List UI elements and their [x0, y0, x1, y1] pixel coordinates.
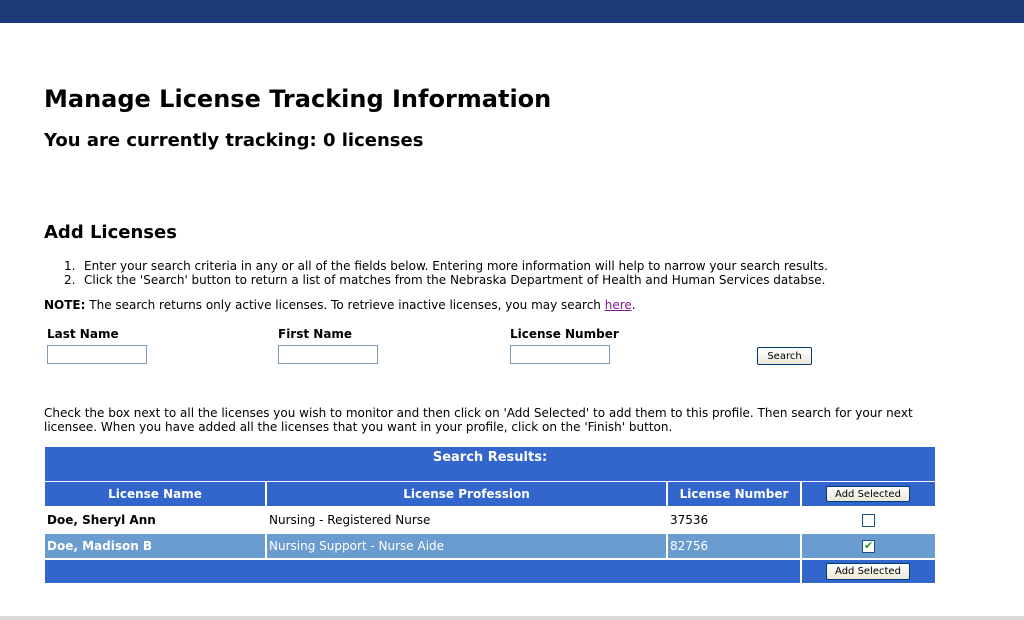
- top-banner: [0, 0, 1024, 23]
- table-row-1-number: 37536: [668, 508, 800, 532]
- license-number-input[interactable]: [510, 345, 610, 364]
- table-footer-bar: [45, 560, 800, 583]
- step-item: [64, 259, 828, 273]
- note-body: The search returns only active licenses. To retrieve inactive licenses, you may search: [85, 298, 605, 312]
- row-2-checkbox[interactable]: [862, 540, 875, 553]
- last-name-input[interactable]: [47, 345, 147, 364]
- table-row-1-select-cell: [802, 508, 935, 532]
- add-selected-button-bottom[interactable]: Add Selected: [826, 563, 910, 580]
- last-name-label: Last Name: [47, 327, 119, 341]
- instruction-steps: [64, 259, 828, 287]
- column-header-license-profession: License Profession: [267, 482, 666, 506]
- tracking-count: You are currently tracking: 0 licenses: [44, 130, 424, 151]
- table-row-1-profession: Nursing - Registered Nurse: [267, 508, 666, 532]
- note-label: NOTE:: [44, 298, 86, 312]
- column-header-add-selected: [802, 482, 935, 506]
- step-number: 1.: [64, 259, 76, 273]
- column-header-license-name: License Name: [45, 482, 265, 506]
- table-row-2-select-cell: [802, 534, 935, 558]
- step-text: Click the 'Search' button to return a list of matches from the Nebraska Department of Health and Human Services databse.: [84, 273, 826, 287]
- table-row-2-profession: Nursing Support - Nurse Aide: [267, 534, 666, 558]
- table-row-1-name: Doe, Sheryl Ann: [45, 508, 265, 532]
- note-text: [44, 298, 636, 312]
- inactive-search-link[interactable]: here: [604, 298, 632, 312]
- page-title: Manage License Tracking Information: [44, 85, 552, 113]
- search-button[interactable]: Search: [757, 347, 812, 365]
- table-row-2-name: Doe, Madison B: [45, 534, 265, 558]
- step-item: [64, 273, 828, 287]
- bottom-divider: [0, 616, 1024, 620]
- note-end: .: [631, 298, 636, 312]
- step-text: Enter your search criteria in any or all of the fields below. Entering more information will help to narrow your search results.: [84, 259, 828, 273]
- row-1-checkbox[interactable]: [862, 514, 875, 527]
- license-number-label: License Number: [510, 327, 619, 341]
- column-header-license-number: License Number: [668, 482, 800, 506]
- first-name-label: First Name: [278, 327, 353, 341]
- table-footer-action-cell: [802, 560, 935, 583]
- table-row-2-number: 82756: [668, 534, 800, 558]
- step-number: 2.: [64, 273, 76, 287]
- checkmark-icon: ✔: [864, 539, 874, 552]
- results-title: Search Results:: [45, 447, 935, 481]
- results-instructions: Check the box next to all the licenses you wish to monitor and then click on 'Add Selected' to add them to this profile. Then search for your next licensee. When you have added all the licenses that you want in your profile, click on the 'Finish' button.: [44, 406, 913, 434]
- add-selected-button-top[interactable]: Add Selected: [826, 486, 910, 502]
- first-name-input[interactable]: [278, 345, 378, 364]
- add-licenses-heading: Add Licenses: [44, 222, 177, 243]
